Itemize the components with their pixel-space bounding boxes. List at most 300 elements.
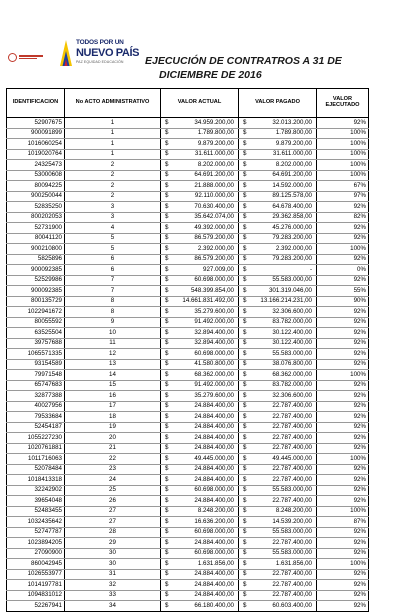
table-row (7, 359, 369, 370)
currency-symbol: $ (165, 181, 169, 189)
cell-valor-actual (161, 454, 239, 465)
cell-valor-ejecutado: 100% (317, 454, 369, 465)
cell-valor-pagado (239, 412, 317, 423)
amount: 32.306.600,00 (272, 307, 312, 315)
currency-symbol: $ (243, 328, 247, 336)
table-row (7, 527, 369, 538)
cell-valor-actual (161, 275, 239, 286)
currency-symbol: $ (243, 276, 247, 284)
amount: 35.279.600,00 (194, 391, 234, 399)
currency-symbol: $ (165, 507, 169, 515)
cell-valor-pagado (239, 401, 317, 412)
cell-valor-actual (161, 359, 239, 370)
cell-valor-actual (161, 244, 239, 255)
cell-valor-ejecutado: 92% (317, 422, 369, 433)
cell-valor-ejecutado: 100% (317, 170, 369, 181)
cell-identificacion: 52078484 (7, 464, 65, 475)
currency-symbol: $ (165, 192, 169, 200)
cell-acto: 8 (65, 296, 161, 307)
table-row (7, 149, 369, 160)
amount: - (309, 265, 312, 273)
table-row (7, 307, 369, 318)
cell-valor-actual (161, 296, 239, 307)
currency-symbol: $ (165, 307, 169, 315)
currency-symbol: $ (243, 486, 247, 494)
cell-valor-ejecutado: 100% (317, 128, 369, 139)
cell-valor-actual (161, 170, 239, 181)
amount: 13.166.214.231,00 (260, 297, 312, 305)
cell-valor-actual (161, 506, 239, 517)
cell-valor-pagado (239, 118, 317, 129)
amount: 8.202.000,00 (275, 160, 312, 168)
table-row (7, 464, 369, 475)
currency-symbol: $ (165, 601, 169, 609)
cell-valor-actual (161, 580, 239, 591)
cell-identificacion: 1094831012 (7, 590, 65, 601)
cell-valor-pagado (239, 464, 317, 475)
cell-acto: 8 (65, 307, 161, 318)
table-row (7, 128, 369, 139)
cell-valor-ejecutado: 92% (317, 223, 369, 234)
table-row (7, 286, 369, 297)
amount: 14.661.831.492,00 (182, 297, 234, 305)
cell-valor-pagado (239, 506, 317, 517)
table-row (7, 590, 369, 601)
cell-identificacion: 93154589 (7, 359, 65, 370)
contracts-table (6, 88, 369, 612)
column-header-valor-ejecutado: VALOR EJECUTADO (317, 89, 369, 118)
amount: 24.884.400,00 (194, 412, 234, 420)
currency-symbol: $ (165, 129, 169, 137)
table-row (7, 433, 369, 444)
cell-acto: 5 (65, 233, 161, 244)
cell-valor-pagado (239, 569, 317, 580)
cell-valor-actual (161, 527, 239, 538)
currency-symbol: $ (165, 160, 169, 168)
cell-acto: 30 (65, 559, 161, 570)
cell-identificacion: 900092385 (7, 286, 65, 297)
currency-symbol: $ (165, 412, 169, 420)
cell-valor-pagado (239, 422, 317, 433)
amount: 8.202.000,00 (197, 160, 234, 168)
currency-symbol: $ (243, 118, 247, 126)
currency-symbol: $ (165, 118, 169, 126)
currency-symbol: $ (165, 286, 169, 294)
currency-symbol: $ (165, 223, 169, 231)
amount: 22.787.400,00 (272, 591, 312, 599)
cell-valor-actual (161, 391, 239, 402)
column-header-acto: No ACTO ADMINISTRATIVO (65, 89, 161, 118)
cell-valor-pagado (239, 496, 317, 507)
cell-valor-actual (161, 601, 239, 612)
currency-symbol: $ (243, 171, 247, 179)
table-row (7, 380, 369, 391)
table-row (7, 506, 369, 517)
cell-valor-ejecutado: 100% (317, 139, 369, 150)
amount: 60.603.400,00 (272, 601, 312, 609)
table-row (7, 160, 369, 171)
cell-identificacion: 1020761881 (7, 443, 65, 454)
cell-acto: 1 (65, 139, 161, 150)
currency-symbol: $ (165, 318, 169, 326)
amount: 22.787.400,00 (272, 423, 312, 431)
cell-acto: 27 (65, 506, 161, 517)
cell-acto: 1 (65, 118, 161, 129)
currency-symbol: $ (243, 507, 247, 515)
cell-valor-pagado (239, 286, 317, 297)
amount: 29.362.858,00 (272, 213, 312, 221)
currency-symbol: $ (243, 129, 247, 137)
cell-valor-actual (161, 223, 239, 234)
cell-identificacion: 900092385 (7, 265, 65, 276)
amount: 60.698.000,00 (194, 486, 234, 494)
amount: 32.306.600,00 (272, 391, 312, 399)
cell-acto: 27 (65, 517, 161, 528)
currency-symbol: $ (243, 181, 247, 189)
amount: 89.125.578,00 (272, 192, 312, 200)
cell-acto: 7 (65, 275, 161, 286)
table-row (7, 422, 369, 433)
amount: 24.884.400,00 (194, 465, 234, 473)
amount: 9.879.200,00 (275, 139, 312, 147)
table-row (7, 233, 369, 244)
table-row (7, 170, 369, 181)
cell-valor-ejecutado: 87% (317, 517, 369, 528)
amount: 2.392.000,00 (197, 244, 234, 252)
cell-valor-pagado (239, 527, 317, 538)
currency-symbol: $ (165, 370, 169, 378)
amount: 55.583.000,00 (272, 486, 312, 494)
cell-valor-ejecutado: 92% (317, 275, 369, 286)
amount: 1.631.856,00 (197, 559, 234, 567)
cell-identificacion: 80055592 (7, 317, 65, 328)
cell-identificacion: 1065571335 (7, 349, 65, 360)
currency-symbol: $ (165, 213, 169, 221)
amount: 24.884.400,00 (194, 475, 234, 483)
table-row (7, 548, 369, 559)
table-row (7, 223, 369, 234)
cell-valor-actual (161, 233, 239, 244)
cell-valor-ejecutado: 92% (317, 380, 369, 391)
currency-symbol: $ (165, 171, 169, 179)
currency-symbol: $ (165, 580, 169, 588)
currency-symbol: $ (243, 423, 247, 431)
currency-symbol: $ (243, 465, 247, 473)
cell-valor-actual (161, 538, 239, 549)
cell-identificacion: 5825896 (7, 254, 65, 265)
currency-symbol: $ (165, 265, 169, 273)
cell-identificacion: 1016060254 (7, 139, 65, 150)
cell-identificacion: 52907675 (7, 118, 65, 129)
cell-valor-actual (161, 139, 239, 150)
currency-symbol: $ (165, 591, 169, 599)
currency-symbol: $ (243, 538, 247, 546)
cell-valor-pagado (239, 181, 317, 192)
currency-symbol: $ (243, 528, 247, 536)
cell-identificacion: 52483455 (7, 506, 65, 517)
cell-valor-pagado (239, 317, 317, 328)
amount: 24.884.400,00 (194, 423, 234, 431)
currency-symbol: $ (165, 559, 169, 567)
cell-valor-pagado (239, 580, 317, 591)
currency-symbol: $ (243, 265, 247, 273)
currency-symbol: $ (243, 454, 247, 462)
cell-valor-actual (161, 475, 239, 486)
currency-symbol: $ (243, 601, 247, 609)
cell-valor-pagado (239, 517, 317, 528)
currency-symbol: $ (243, 139, 247, 147)
cell-valor-actual (161, 485, 239, 496)
currency-symbol: $ (165, 202, 169, 210)
cell-valor-pagado (239, 307, 317, 318)
cell-valor-pagado (239, 443, 317, 454)
amount: 79.283.200,00 (272, 255, 312, 263)
amount: 301.319.046,00 (268, 286, 312, 294)
column-header-valor-pagado: VALOR PAGADO (239, 89, 317, 118)
currency-symbol: $ (243, 339, 247, 347)
cell-acto: 12 (65, 349, 161, 360)
cell-valor-ejecutado: 92% (317, 328, 369, 339)
cell-valor-pagado (239, 296, 317, 307)
currency-symbol: $ (165, 391, 169, 399)
cell-identificacion: 52835250 (7, 202, 65, 213)
cell-valor-actual (161, 349, 239, 360)
amount: 66.180.400,00 (194, 601, 234, 609)
cell-identificacion: 1022941672 (7, 307, 65, 318)
cell-valor-ejecutado: 92% (317, 496, 369, 507)
cell-valor-actual (161, 202, 239, 213)
cell-valor-actual (161, 496, 239, 507)
cell-valor-pagado (239, 548, 317, 559)
table-row (7, 496, 369, 507)
cell-valor-pagado (239, 139, 317, 150)
cell-valor-pagado (239, 212, 317, 223)
cell-acto: 14 (65, 370, 161, 381)
table-row (7, 139, 369, 150)
currency-symbol: $ (243, 234, 247, 242)
cell-acto: 6 (65, 254, 161, 265)
cell-valor-ejecutado: 92% (317, 433, 369, 444)
amount: 2.392.000,00 (275, 244, 312, 252)
amount: 55.583.000,00 (272, 276, 312, 284)
cell-valor-pagado (239, 359, 317, 370)
cell-valor-ejecutado: 92% (317, 412, 369, 423)
amount: 55.583.000,00 (272, 528, 312, 536)
amount: 30.122.400,00 (272, 328, 312, 336)
currency-symbol: $ (243, 202, 247, 210)
amount: 32.894.400,00 (194, 328, 234, 336)
cell-valor-actual (161, 464, 239, 475)
amount: 91.492.000,00 (194, 318, 234, 326)
cell-valor-ejecutado: 92% (317, 464, 369, 475)
currency-symbol: $ (165, 475, 169, 483)
cell-acto: 16 (65, 391, 161, 402)
cell-identificacion: 52267941 (7, 601, 65, 612)
currency-symbol: $ (165, 255, 169, 263)
cell-identificacion: 1023894205 (7, 538, 65, 549)
cell-identificacion: 860042945 (7, 559, 65, 570)
cell-valor-actual (161, 328, 239, 339)
cell-valor-pagado (239, 160, 317, 171)
table-row (7, 118, 369, 129)
cell-acto: 17 (65, 401, 161, 412)
cell-acto: 3 (65, 202, 161, 213)
currency-symbol: $ (243, 391, 247, 399)
currency-symbol: $ (165, 528, 169, 536)
cell-valor-actual (161, 181, 239, 192)
amount: 24.884.400,00 (194, 538, 234, 546)
cell-identificacion: 800202053 (7, 212, 65, 223)
cell-acto: 13 (65, 359, 161, 370)
currency-symbol: $ (243, 286, 247, 294)
cell-valor-ejecutado: 92% (317, 338, 369, 349)
currency-symbol: $ (165, 423, 169, 431)
amount: 45.276.000,00 (272, 223, 312, 231)
colombia-flag-mark-icon (58, 38, 74, 68)
table-row (7, 391, 369, 402)
cell-acto: 1 (65, 149, 161, 160)
page-title-line-2: DICIEMBRE DE 2016 (159, 69, 262, 81)
cell-identificacion: 65747683 (7, 380, 65, 391)
table-row (7, 485, 369, 496)
cell-valor-ejecutado: 100% (317, 559, 369, 570)
cell-valor-pagado (239, 338, 317, 349)
cell-identificacion: 1014197781 (7, 580, 65, 591)
table-row (7, 265, 369, 276)
cell-acto: 4 (65, 223, 161, 234)
table-row (7, 401, 369, 412)
cell-valor-ejecutado: 92% (317, 118, 369, 129)
cell-valor-pagado (239, 149, 317, 160)
cell-identificacion: 32877388 (7, 391, 65, 402)
amount: 55.583.000,00 (272, 349, 312, 357)
currency-symbol: $ (165, 349, 169, 357)
cell-acto: 9 (65, 317, 161, 328)
cell-identificacion: 1011716063 (7, 454, 65, 465)
cell-identificacion: 1032435642 (7, 517, 65, 528)
amount: 32.013.200,00 (272, 118, 312, 126)
currency-symbol: $ (243, 349, 247, 357)
cell-identificacion: 39757688 (7, 338, 65, 349)
cell-valor-pagado (239, 391, 317, 402)
amount: 24.884.400,00 (194, 433, 234, 441)
currency-symbol: $ (165, 339, 169, 347)
amount: 24.884.400,00 (194, 496, 234, 504)
cell-valor-actual (161, 149, 239, 160)
currency-symbol: $ (243, 318, 247, 326)
cell-valor-ejecutado: 100% (317, 149, 369, 160)
cell-acto: 10 (65, 328, 161, 339)
currency-symbol: $ (165, 360, 169, 368)
cell-valor-pagado (239, 454, 317, 465)
cell-valor-pagado (239, 328, 317, 339)
cell-valor-pagado (239, 349, 317, 360)
table-body (7, 118, 369, 612)
currency-symbol: $ (243, 580, 247, 588)
amount: 24.884.400,00 (194, 444, 234, 452)
cell-acto: 11 (65, 338, 161, 349)
cell-valor-ejecutado: 92% (317, 317, 369, 328)
currency-symbol: $ (243, 412, 247, 420)
currency-symbol: $ (165, 444, 169, 452)
cell-acto: 24 (65, 475, 161, 486)
cell-identificacion: 27090900 (7, 548, 65, 559)
currency-symbol: $ (165, 328, 169, 336)
cell-valor-ejecutado: 92% (317, 359, 369, 370)
amount: 49.445.000,00 (272, 454, 312, 462)
currency-symbol: $ (165, 549, 169, 557)
cell-valor-pagado (239, 254, 317, 265)
cell-valor-actual (161, 401, 239, 412)
cell-identificacion: 40027956 (7, 401, 65, 412)
cell-valor-ejecutado: 100% (317, 370, 369, 381)
amount: 91.492.000,00 (194, 381, 234, 389)
column-header-identificacion: IDENTIFICACION (7, 89, 65, 118)
currency-symbol: $ (243, 402, 247, 410)
cell-acto: 33 (65, 590, 161, 601)
amount: 83.782.000,00 (272, 381, 312, 389)
amount: 31.611.000,00 (194, 150, 234, 158)
table-header-row (7, 89, 369, 118)
currency-symbol: $ (165, 276, 169, 284)
cell-valor-actual (161, 128, 239, 139)
currency-symbol: $ (243, 223, 247, 231)
cell-valor-ejecutado: 82% (317, 212, 369, 223)
cell-identificacion: 80094225 (7, 181, 65, 192)
cell-acto: 6 (65, 265, 161, 276)
amount: 1.631.856,00 (275, 559, 312, 567)
currency-symbol: $ (243, 381, 247, 389)
amount: 64.691.200,00 (194, 171, 234, 179)
currency-symbol: $ (243, 517, 247, 525)
cell-valor-actual (161, 590, 239, 601)
table-row (7, 338, 369, 349)
cell-valor-actual (161, 569, 239, 580)
cell-acto: 23 (65, 464, 161, 475)
amount: 60.698.000,00 (194, 528, 234, 536)
currency-symbol: $ (243, 370, 247, 378)
ministry-seal-icon (8, 50, 46, 64)
cell-valor-actual (161, 412, 239, 423)
currency-symbol: $ (165, 244, 169, 252)
cell-identificacion: 39654048 (7, 496, 65, 507)
cell-valor-ejecutado: 100% (317, 244, 369, 255)
cell-valor-actual (161, 443, 239, 454)
currency-symbol: $ (165, 297, 169, 305)
table-row (7, 275, 369, 286)
table-row (7, 244, 369, 255)
cell-identificacion: 32242902 (7, 485, 65, 496)
table-row (7, 569, 369, 580)
cell-identificacion: 80041120 (7, 233, 65, 244)
cell-valor-ejecutado: 67% (317, 181, 369, 192)
cell-acto: 15 (65, 380, 161, 391)
cell-identificacion: 900091899 (7, 128, 65, 139)
table-row (7, 538, 369, 549)
table-row (7, 454, 369, 465)
cell-valor-ejecutado: 100% (317, 160, 369, 171)
cell-valor-pagado (239, 380, 317, 391)
cell-valor-ejecutado: 92% (317, 254, 369, 265)
currency-symbol: $ (165, 517, 169, 525)
cell-valor-ejecutado: 92% (317, 349, 369, 360)
table-row (7, 181, 369, 192)
cell-valor-actual (161, 517, 239, 528)
amount: 1.789.800,00 (275, 129, 312, 137)
cell-acto: 34 (65, 601, 161, 612)
amount: 9.879.200,00 (197, 139, 234, 147)
amount: 22.787.400,00 (272, 580, 312, 588)
